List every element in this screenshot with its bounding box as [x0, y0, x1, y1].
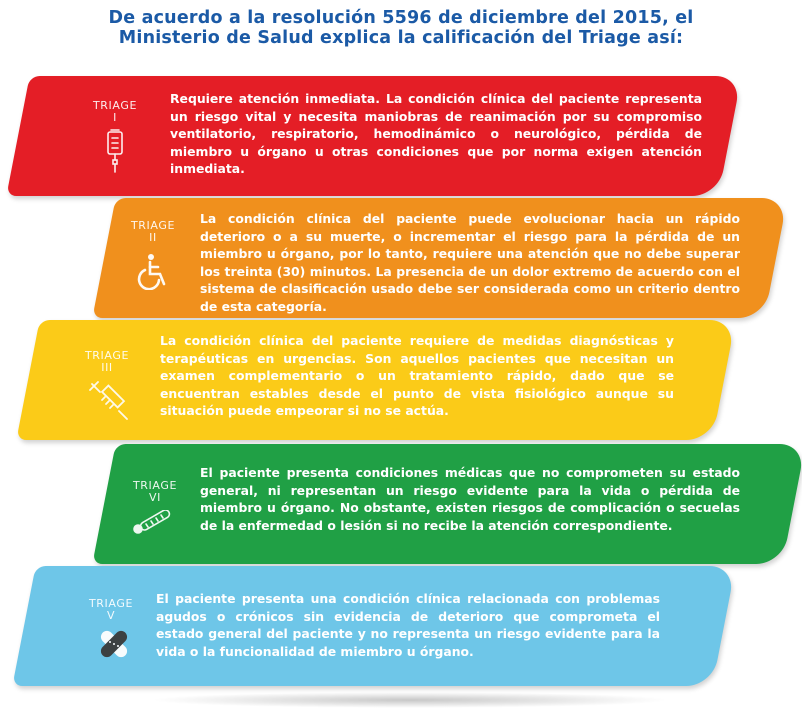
triage-description-2: La condición clínica del paciente puede evolucionar hacia un rápido deterioro o a su muerte, o incrementar el riesgo para la pérdida de un miembro u órgano, por lo tanto, requiere una atención que no debe superar los treinta (30) minutos. La presencia de un dolor extremo de acuerdo con el sistema de clasificación usado debe ser considerada como un criterio dentro de esta categoría.: [200, 211, 740, 314]
triage-description-3: La condición clínica del paciente requiere de medidas diagnósticas y terapéuticas en urgencias. Son aquellos pacientes que necesitan un examen complementario o un tratamiento rápido, dado que se encuentran estables desde el punto de vista fisiológico aunque su situación puede empeorar si no se actúa.: [160, 333, 674, 419]
page-title: [0, 8, 802, 48]
triage-band-4: [92, 444, 802, 564]
triage-label-text: TRIAGE: [92, 99, 137, 112]
triage-numeral: I: [113, 111, 117, 124]
syringe-icon: [88, 380, 132, 424]
triage-band-5: [12, 566, 735, 686]
triage-band-2: [92, 198, 787, 318]
triage-label-5: [72, 598, 150, 622]
title-line-2: Ministerio de Salud explica la calificación del Triage así:: [118, 28, 684, 48]
triage-numeral: III: [101, 361, 113, 374]
triage-label-2: [114, 220, 192, 244]
triage-description-4: El paciente presenta condiciones médicas que no comprometen su estado general, ni representan un riesgo evidente para la vida o pérdida de miembro u órgano. No obstante, existen riesgos de complicación o secuelas de la enfermedad o lesión si no recibe la atención correspondiente.: [200, 465, 740, 533]
triage-band-3: [16, 320, 735, 440]
triage-description-5: El paciente presenta una condición clínica relacionada con problemas agudos o crónicos sin evidencia de deterioro que comprometa el estado general del paciente y no representa un riesgo evidente para la vida o la funcionalidad de miembro u órgano.: [156, 591, 660, 659]
iv-drip-icon: [102, 128, 128, 174]
triage-band-1: [6, 76, 741, 196]
thermometer-icon: [130, 510, 176, 536]
title-line-1: De acuerdo a la resolución 5596 de diciembre del 2015, el: [108, 8, 694, 28]
triage-label-text: TRIAGE: [88, 597, 133, 610]
triage-label-text: TRIAGE: [132, 479, 177, 492]
triage-numeral: VI: [149, 491, 161, 504]
triage-label-text: TRIAGE: [130, 219, 175, 232]
base-shadow: [150, 692, 670, 708]
triage-label-1: [76, 100, 154, 124]
triage-label-text: TRIAGE: [84, 349, 129, 362]
bandage-icon: [94, 624, 134, 664]
triage-label-4: [116, 480, 194, 504]
triage-numeral: II: [149, 231, 157, 244]
wheelchair-icon: [134, 252, 170, 290]
triage-label-3: [68, 350, 146, 374]
triage-numeral: V: [106, 609, 116, 622]
triage-description-1: Requiere atención inmediata. La condición clínica del paciente representa un riesgo vital y necesita maniobras de reanimación por su compromiso ventilatorio, respiratorio, hemodinámico o neurológico, pérdida de miembro u órgano u otras condiciones que por norma exigen atención inmediata.: [170, 91, 702, 177]
